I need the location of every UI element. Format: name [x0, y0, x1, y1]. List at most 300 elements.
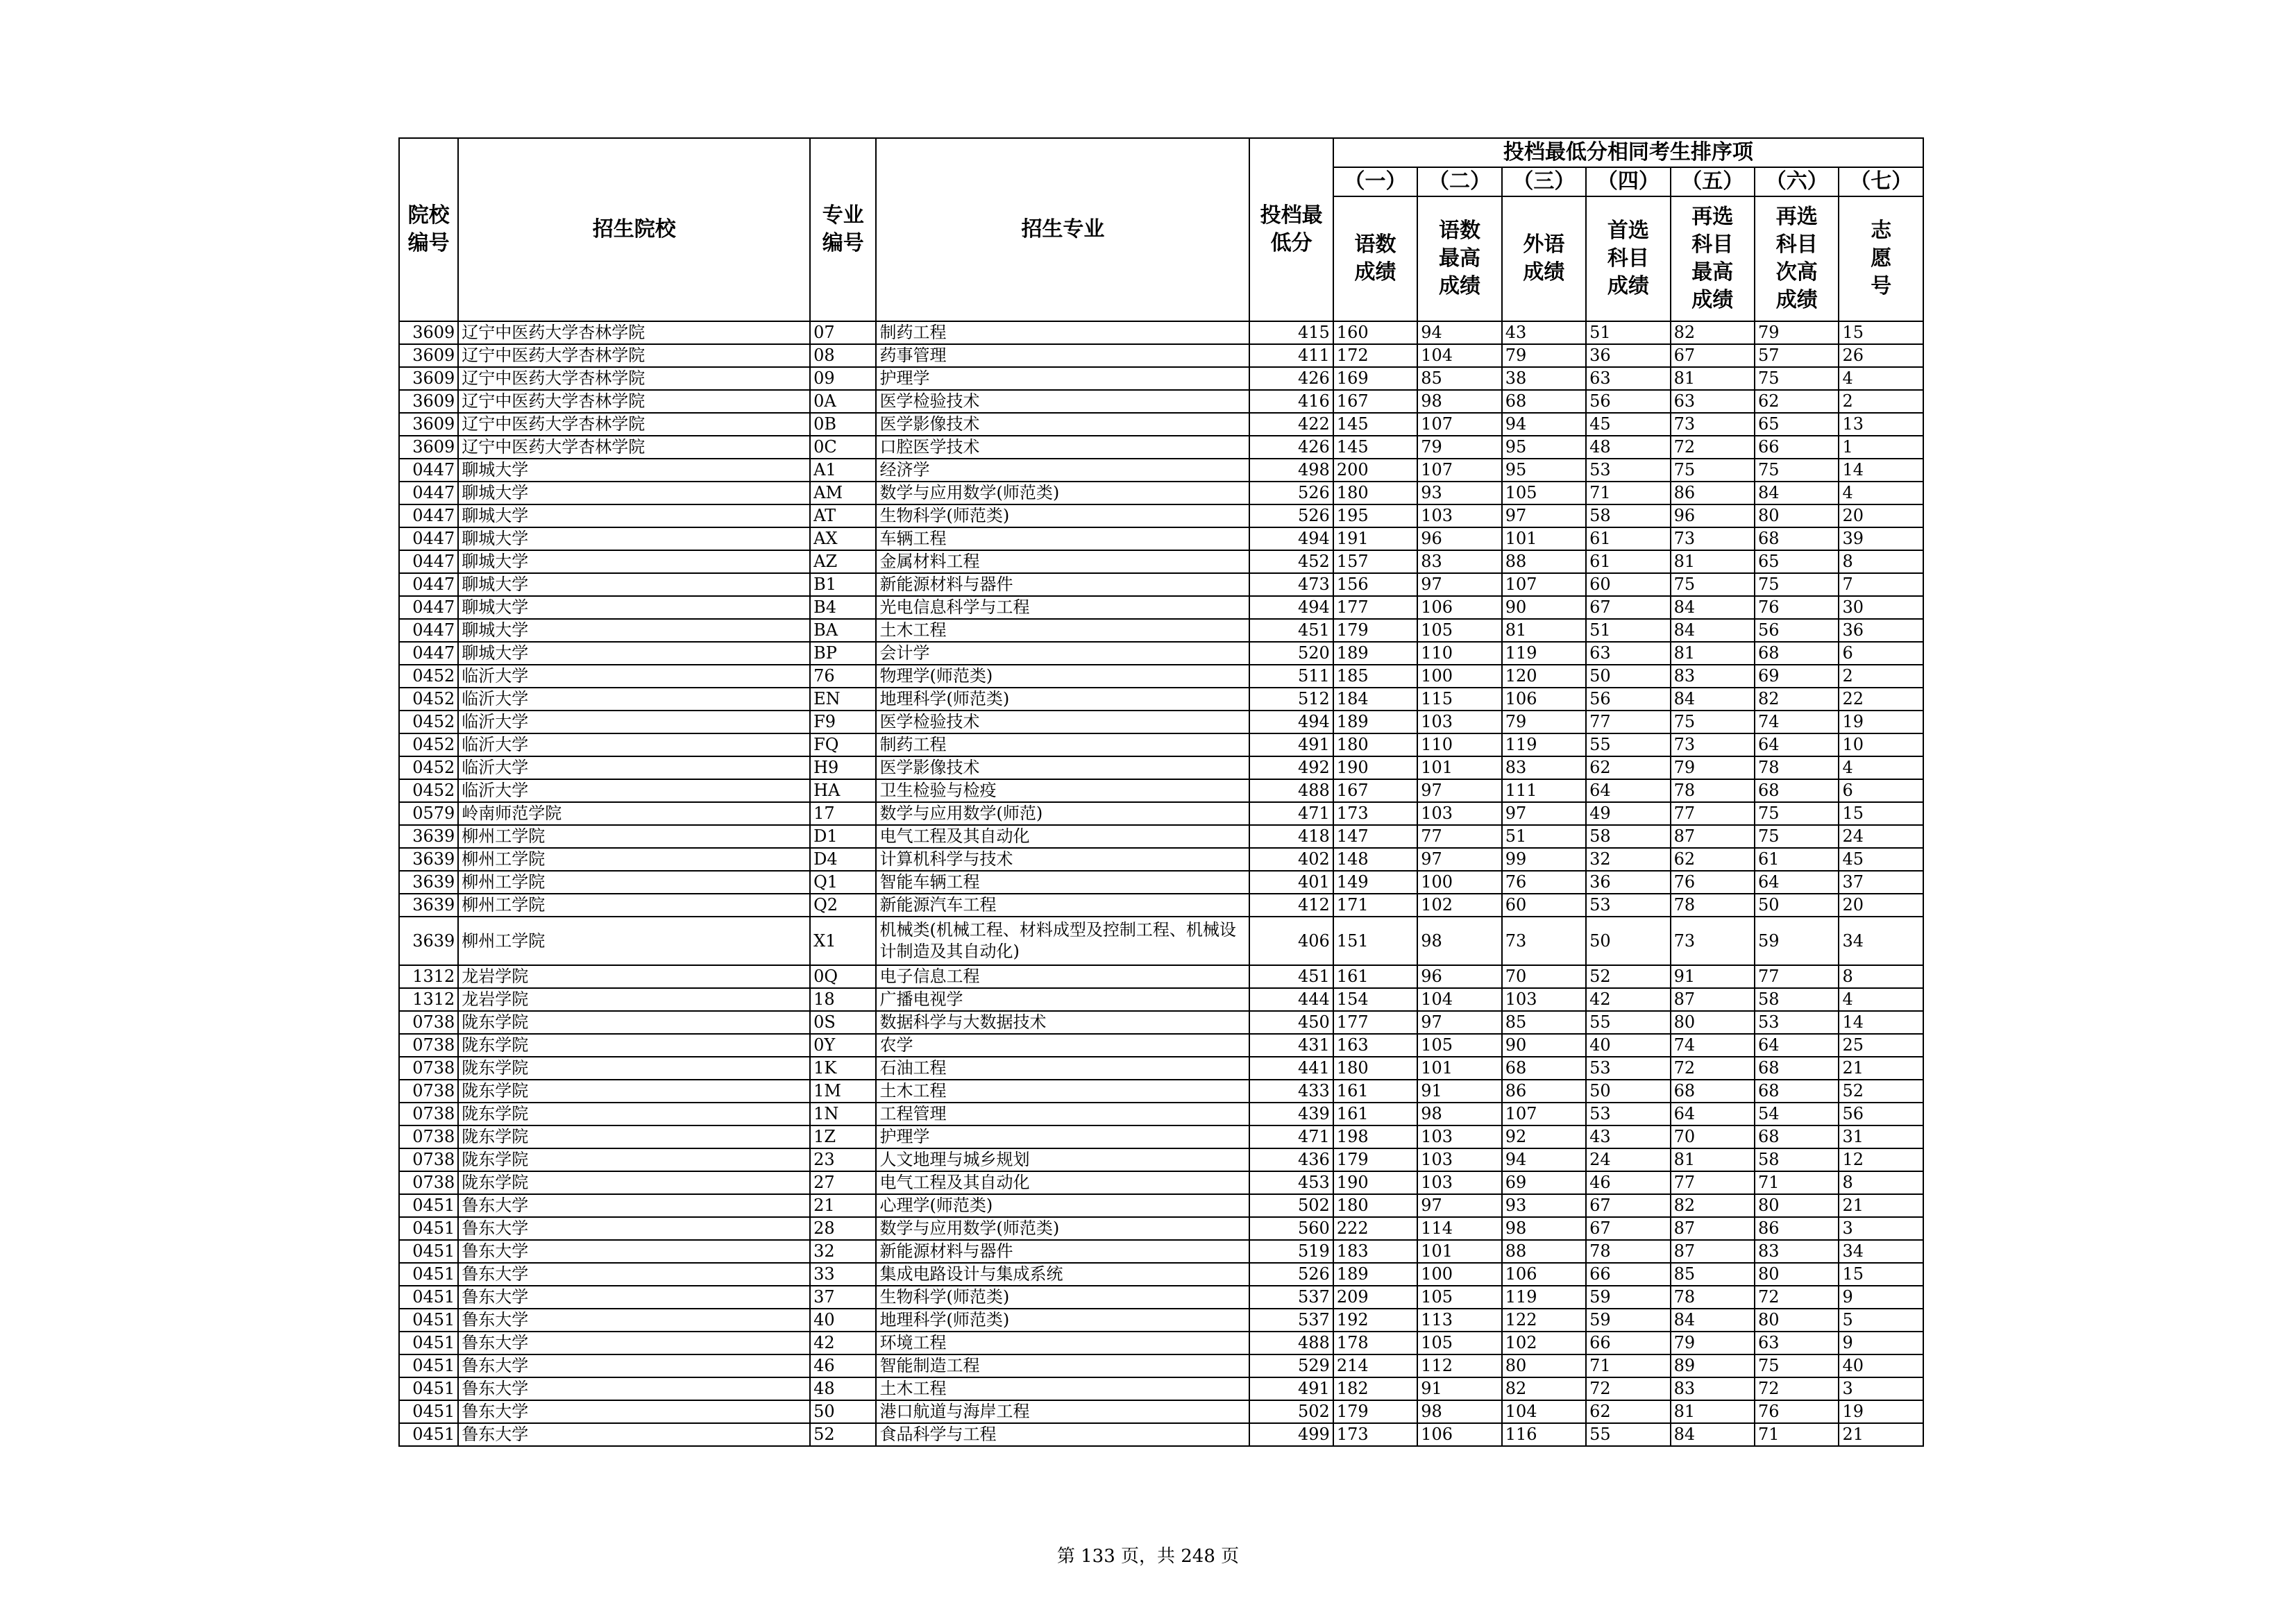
cell-foreign-lang: 111	[1502, 779, 1586, 802]
cell-school-name: 鲁东大学	[458, 1332, 810, 1354]
cell-school-code: 0451	[399, 1400, 458, 1423]
cell-choice-no: 14	[1839, 459, 1923, 482]
cell-yushu-score: 192	[1333, 1309, 1417, 1332]
cell-major-code: F9	[810, 711, 876, 733]
cell-second-max: 67	[1671, 344, 1755, 367]
table-row	[399, 965, 1923, 988]
cell-min-score: 453	[1249, 1171, 1333, 1194]
cell-yushu-score: 189	[1333, 642, 1417, 665]
cell-second-max: 68	[1671, 1080, 1755, 1103]
cell-min-score: 431	[1249, 1034, 1333, 1057]
cell-first-subject: 36	[1586, 344, 1670, 367]
table-row	[399, 642, 1923, 665]
cell-second-max: 81	[1671, 642, 1755, 665]
cell-yushu-max: 114	[1417, 1217, 1501, 1240]
cell-foreign-lang: 116	[1502, 1423, 1586, 1446]
cell-school-code: 1312	[399, 988, 458, 1011]
cell-foreign-lang: 107	[1502, 1103, 1586, 1125]
cell-major-name: 数学与应用数学(师范类)	[876, 482, 1249, 504]
cell-foreign-lang: 85	[1502, 1011, 1586, 1034]
cell-major-name: 数据科学与大数据技术	[876, 1011, 1249, 1034]
cell-second-max: 79	[1671, 1332, 1755, 1354]
cell-first-subject: 53	[1586, 1103, 1670, 1125]
table-row	[399, 688, 1923, 711]
cell-school-code: 0447	[399, 527, 458, 550]
cell-major-name: 电气工程及其自动化	[876, 1171, 1249, 1194]
header-sub-6: 再选科目次高成绩	[1755, 196, 1839, 321]
cell-school-code: 0447	[399, 596, 458, 619]
cell-school-code: 0738	[399, 1125, 458, 1148]
cell-second-next: 64	[1755, 871, 1839, 894]
cell-second-next: 68	[1755, 1080, 1839, 1103]
cell-major-name: 生物科学(师范类)	[876, 504, 1249, 527]
cell-first-subject: 77	[1586, 711, 1670, 733]
cell-yushu-score: 173	[1333, 802, 1417, 825]
cell-major-name: 机械类(机械工程、材料成型及控制工程、机械设计制造及其自动化)	[876, 917, 1249, 965]
cell-school-name: 聊城大学	[458, 482, 810, 504]
cell-second-next: 75	[1755, 459, 1839, 482]
header-order-4: （四）	[1586, 167, 1670, 196]
admission-score-table	[398, 137, 1924, 1447]
cell-second-max: 62	[1671, 848, 1755, 871]
cell-school-name: 临沂大学	[458, 779, 810, 802]
cell-second-next: 68	[1755, 642, 1839, 665]
cell-major-code: HA	[810, 779, 876, 802]
cell-school-name: 聊城大学	[458, 504, 810, 527]
cell-major-code: X1	[810, 917, 876, 965]
cell-choice-no: 2	[1839, 665, 1923, 688]
cell-foreign-lang: 88	[1502, 1240, 1586, 1263]
cell-second-max: 96	[1671, 504, 1755, 527]
cell-school-name: 柳州工学院	[458, 917, 810, 965]
cell-major-name: 药事管理	[876, 344, 1249, 367]
cell-min-score: 433	[1249, 1080, 1333, 1103]
cell-school-name: 临沂大学	[458, 711, 810, 733]
cell-school-code: 1312	[399, 965, 458, 988]
cell-school-code: 0738	[399, 1057, 458, 1080]
cell-school-name: 鲁东大学	[458, 1240, 810, 1263]
cell-school-code: 3609	[399, 321, 458, 344]
cell-foreign-lang: 86	[1502, 1080, 1586, 1103]
cell-yushu-max: 101	[1417, 756, 1501, 779]
header-sub-4: 首选科目成绩	[1586, 196, 1670, 321]
cell-yushu-max: 93	[1417, 482, 1501, 504]
cell-major-code: 0C	[810, 436, 876, 459]
cell-major-code: D4	[810, 848, 876, 871]
cell-choice-no: 26	[1839, 344, 1923, 367]
cell-foreign-lang: 82	[1502, 1377, 1586, 1400]
cell-foreign-lang: 51	[1502, 825, 1586, 848]
cell-yushu-max: 85	[1417, 367, 1501, 390]
cell-major-name: 农学	[876, 1034, 1249, 1057]
cell-yushu-max: 103	[1417, 504, 1501, 527]
cell-first-subject: 62	[1586, 1400, 1670, 1423]
cell-major-code: FQ	[810, 733, 876, 756]
cell-min-score: 402	[1249, 848, 1333, 871]
cell-second-max: 87	[1671, 1217, 1755, 1240]
cell-first-subject: 71	[1586, 1354, 1670, 1377]
cell-second-max: 81	[1671, 367, 1755, 390]
cell-major-code: 32	[810, 1240, 876, 1263]
header-school-name: 招生院校	[458, 138, 810, 321]
cell-yushu-score: 180	[1333, 482, 1417, 504]
cell-major-code: 07	[810, 321, 876, 344]
cell-min-score: 415	[1249, 321, 1333, 344]
cell-school-code: 0452	[399, 756, 458, 779]
cell-second-max: 82	[1671, 321, 1755, 344]
cell-major-name: 经济学	[876, 459, 1249, 482]
cell-second-next: 80	[1755, 1263, 1839, 1286]
cell-yushu-score: 167	[1333, 390, 1417, 413]
cell-yushu-max: 105	[1417, 1332, 1501, 1354]
cell-yushu-score: 173	[1333, 1423, 1417, 1446]
table-row	[399, 619, 1923, 642]
cell-foreign-lang: 76	[1502, 871, 1586, 894]
table-row	[399, 367, 1923, 390]
cell-major-name: 金属材料工程	[876, 550, 1249, 573]
cell-foreign-lang: 92	[1502, 1125, 1586, 1148]
cell-min-score: 491	[1249, 733, 1333, 756]
cell-school-name: 辽宁中医药大学杏林学院	[458, 367, 810, 390]
cell-major-name: 医学影像技术	[876, 756, 1249, 779]
cell-major-name: 医学影像技术	[876, 413, 1249, 436]
cell-major-name: 医学检验技术	[876, 711, 1249, 733]
cell-foreign-lang: 38	[1502, 367, 1586, 390]
cell-school-name: 陇东学院	[458, 1148, 810, 1171]
cell-second-next: 71	[1755, 1171, 1839, 1194]
cell-major-name: 新能源材料与器件	[876, 1240, 1249, 1263]
cell-choice-no: 40	[1839, 1354, 1923, 1377]
cell-second-max: 83	[1671, 1377, 1755, 1400]
cell-yushu-max: 98	[1417, 1103, 1501, 1125]
header-sub-2: 语数最高成绩	[1417, 196, 1501, 321]
table-row	[399, 1309, 1923, 1332]
cell-foreign-lang: 83	[1502, 756, 1586, 779]
table-row	[399, 711, 1923, 733]
cell-second-max: 75	[1671, 573, 1755, 596]
table-row	[399, 1217, 1923, 1240]
cell-yushu-score: 185	[1333, 665, 1417, 688]
cell-second-next: 79	[1755, 321, 1839, 344]
cell-choice-no: 1	[1839, 436, 1923, 459]
cell-min-score: 526	[1249, 504, 1333, 527]
cell-yushu-score: 183	[1333, 1240, 1417, 1263]
cell-second-max: 84	[1671, 688, 1755, 711]
cell-school-name: 陇东学院	[458, 1034, 810, 1057]
cell-min-score: 498	[1249, 459, 1333, 482]
cell-major-name: 护理学	[876, 367, 1249, 390]
cell-major-name: 电子信息工程	[876, 965, 1249, 988]
cell-major-code: 08	[810, 344, 876, 367]
cell-first-subject: 43	[1586, 1125, 1670, 1148]
table-row	[399, 1332, 1923, 1354]
cell-second-max: 73	[1671, 413, 1755, 436]
cell-choice-no: 2	[1839, 390, 1923, 413]
cell-second-next: 58	[1755, 988, 1839, 1011]
cell-min-score: 436	[1249, 1148, 1333, 1171]
table-row	[399, 1286, 1923, 1309]
cell-foreign-lang: 94	[1502, 413, 1586, 436]
cell-school-name: 陇东学院	[458, 1103, 810, 1125]
cell-choice-no: 21	[1839, 1057, 1923, 1080]
cell-min-score: 519	[1249, 1240, 1333, 1263]
cell-school-code: 0447	[399, 619, 458, 642]
table-row	[399, 871, 1923, 894]
cell-second-max: 85	[1671, 1263, 1755, 1286]
cell-second-max: 76	[1671, 871, 1755, 894]
cell-major-name: 石油工程	[876, 1057, 1249, 1080]
cell-choice-no: 6	[1839, 642, 1923, 665]
cell-second-max: 79	[1671, 756, 1755, 779]
cell-school-name: 聊城大学	[458, 642, 810, 665]
cell-choice-no: 52	[1839, 1080, 1923, 1103]
table-row	[399, 1423, 1923, 1446]
table-row	[399, 1034, 1923, 1057]
cell-yushu-score: 198	[1333, 1125, 1417, 1148]
cell-choice-no: 15	[1839, 1263, 1923, 1286]
cell-yushu-score: 195	[1333, 504, 1417, 527]
cell-second-next: 69	[1755, 665, 1839, 688]
cell-school-code: 3639	[399, 871, 458, 894]
cell-second-max: 78	[1671, 894, 1755, 917]
cell-school-code: 0738	[399, 1080, 458, 1103]
table-row	[399, 390, 1923, 413]
table-row	[399, 459, 1923, 482]
cell-major-name: 地理科学(师范类)	[876, 688, 1249, 711]
cell-yushu-score: 161	[1333, 1080, 1417, 1103]
cell-first-subject: 53	[1586, 1057, 1670, 1080]
cell-first-subject: 32	[1586, 848, 1670, 871]
cell-choice-no: 9	[1839, 1286, 1923, 1309]
cell-yushu-score: 177	[1333, 1011, 1417, 1034]
cell-second-max: 81	[1671, 1148, 1755, 1171]
table-row	[399, 482, 1923, 504]
cell-yushu-score: 145	[1333, 413, 1417, 436]
cell-major-code: 27	[810, 1171, 876, 1194]
cell-first-subject: 59	[1586, 1309, 1670, 1332]
cell-second-next: 74	[1755, 711, 1839, 733]
table-row	[399, 1263, 1923, 1286]
cell-school-code: 3609	[399, 367, 458, 390]
cell-yushu-score: 179	[1333, 1148, 1417, 1171]
cell-second-next: 80	[1755, 1194, 1839, 1217]
cell-foreign-lang: 73	[1502, 917, 1586, 965]
cell-major-code: 37	[810, 1286, 876, 1309]
cell-school-name: 龙岩学院	[458, 965, 810, 988]
cell-major-code: AZ	[810, 550, 876, 573]
cell-min-score: 422	[1249, 413, 1333, 436]
cell-school-name: 柳州工学院	[458, 871, 810, 894]
cell-min-score: 412	[1249, 894, 1333, 917]
cell-yushu-max: 96	[1417, 965, 1501, 988]
cell-foreign-lang: 88	[1502, 550, 1586, 573]
cell-second-next: 75	[1755, 367, 1839, 390]
cell-yushu-score: 145	[1333, 436, 1417, 459]
cell-major-code: 0B	[810, 413, 876, 436]
cell-school-name: 陇东学院	[458, 1011, 810, 1034]
cell-school-name: 辽宁中医药大学杏林学院	[458, 321, 810, 344]
table-row	[399, 1400, 1923, 1423]
cell-foreign-lang: 43	[1502, 321, 1586, 344]
cell-foreign-lang: 90	[1502, 1034, 1586, 1057]
cell-school-code: 0451	[399, 1309, 458, 1332]
cell-choice-no: 34	[1839, 917, 1923, 965]
cell-major-code: 50	[810, 1400, 876, 1423]
cell-major-code: 21	[810, 1194, 876, 1217]
cell-school-code: 0451	[399, 1217, 458, 1240]
cell-foreign-lang: 97	[1502, 504, 1586, 527]
cell-school-code: 0451	[399, 1423, 458, 1446]
header-order-3: （三）	[1502, 167, 1586, 196]
cell-major-name: 地理科学(师范类)	[876, 1309, 1249, 1332]
cell-choice-no: 4	[1839, 367, 1923, 390]
cell-foreign-lang: 98	[1502, 1217, 1586, 1240]
cell-choice-no: 34	[1839, 1240, 1923, 1263]
cell-yushu-max: 98	[1417, 1400, 1501, 1423]
cell-second-max: 73	[1671, 527, 1755, 550]
cell-major-name: 物理学(师范类)	[876, 665, 1249, 688]
cell-yushu-score: 148	[1333, 848, 1417, 871]
cell-second-next: 65	[1755, 413, 1839, 436]
cell-choice-no: 3	[1839, 1377, 1923, 1400]
cell-yushu-max: 115	[1417, 688, 1501, 711]
cell-major-name: 电气工程及其自动化	[876, 825, 1249, 848]
cell-yushu-score: 184	[1333, 688, 1417, 711]
cell-choice-no: 30	[1839, 596, 1923, 619]
cell-yushu-max: 110	[1417, 733, 1501, 756]
cell-school-name: 陇东学院	[458, 1057, 810, 1080]
cell-first-subject: 56	[1586, 390, 1670, 413]
cell-school-name: 鲁东大学	[458, 1354, 810, 1377]
cell-major-code: 18	[810, 988, 876, 1011]
cell-min-score: 451	[1249, 619, 1333, 642]
cell-yushu-max: 97	[1417, 779, 1501, 802]
cell-first-subject: 52	[1586, 965, 1670, 988]
cell-foreign-lang: 119	[1502, 642, 1586, 665]
cell-second-max: 84	[1671, 596, 1755, 619]
cell-first-subject: 55	[1586, 1423, 1670, 1446]
cell-first-subject: 61	[1586, 550, 1670, 573]
header-order-5: （五）	[1671, 167, 1755, 196]
cell-major-name: 数学与应用数学(师范类)	[876, 1217, 1249, 1240]
cell-yushu-score: 163	[1333, 1034, 1417, 1057]
cell-min-score: 416	[1249, 390, 1333, 413]
cell-school-name: 柳州工学院	[458, 825, 810, 848]
cell-school-code: 0447	[399, 459, 458, 482]
header-major-name: 招生专业	[876, 138, 1249, 321]
cell-choice-no: 21	[1839, 1194, 1923, 1217]
cell-foreign-lang: 119	[1502, 733, 1586, 756]
cell-choice-no: 12	[1839, 1148, 1923, 1171]
cell-yushu-score: 157	[1333, 550, 1417, 573]
cell-min-score: 494	[1249, 711, 1333, 733]
cell-foreign-lang: 94	[1502, 1148, 1586, 1171]
table-row	[399, 527, 1923, 550]
cell-school-code: 0451	[399, 1354, 458, 1377]
cell-second-max: 82	[1671, 1194, 1755, 1217]
table-row	[399, 1011, 1923, 1034]
cell-second-max: 91	[1671, 965, 1755, 988]
cell-choice-no: 4	[1839, 988, 1923, 1011]
cell-major-name: 集成电路设计与集成系统	[876, 1263, 1249, 1286]
cell-yushu-max: 105	[1417, 619, 1501, 642]
cell-school-code: 3609	[399, 390, 458, 413]
cell-major-name: 环境工程	[876, 1332, 1249, 1354]
cell-foreign-lang: 60	[1502, 894, 1586, 917]
cell-yushu-max: 106	[1417, 596, 1501, 619]
cell-choice-no: 15	[1839, 802, 1923, 825]
cell-yushu-max: 112	[1417, 1354, 1501, 1377]
cell-yushu-max: 100	[1417, 665, 1501, 688]
header-sub-5: 再选科目最高成绩	[1671, 196, 1755, 321]
cell-choice-no: 8	[1839, 965, 1923, 988]
header-order-2: （二）	[1417, 167, 1501, 196]
cell-yushu-score: 179	[1333, 1400, 1417, 1423]
table-row	[399, 1125, 1923, 1148]
cell-major-code: 1M	[810, 1080, 876, 1103]
cell-min-score: 492	[1249, 756, 1333, 779]
cell-second-next: 76	[1755, 596, 1839, 619]
table-row	[399, 733, 1923, 756]
cell-school-name: 鲁东大学	[458, 1194, 810, 1217]
cell-first-subject: 72	[1586, 1377, 1670, 1400]
cell-major-code: Q1	[810, 871, 876, 894]
cell-first-subject: 55	[1586, 1011, 1670, 1034]
cell-second-next: 68	[1755, 779, 1839, 802]
cell-major-code: 0S	[810, 1011, 876, 1034]
cell-second-max: 75	[1671, 711, 1755, 733]
table-row	[399, 756, 1923, 779]
cell-major-code: 76	[810, 665, 876, 688]
cell-choice-no: 21	[1839, 1423, 1923, 1446]
table-row	[399, 988, 1923, 1011]
table-row	[399, 917, 1923, 965]
cell-school-name: 聊城大学	[458, 619, 810, 642]
cell-school-code: 0738	[399, 1011, 458, 1034]
cell-second-max: 73	[1671, 733, 1755, 756]
cell-first-subject: 53	[1586, 459, 1670, 482]
cell-major-code: 1N	[810, 1103, 876, 1125]
cell-major-code: 1K	[810, 1057, 876, 1080]
cell-second-next: 56	[1755, 619, 1839, 642]
table-row	[399, 665, 1923, 688]
cell-yushu-max: 106	[1417, 1423, 1501, 1446]
cell-second-next: 58	[1755, 1148, 1839, 1171]
cell-major-name: 会计学	[876, 642, 1249, 665]
cell-second-max: 83	[1671, 665, 1755, 688]
table-row	[399, 802, 1923, 825]
cell-yushu-score: 149	[1333, 871, 1417, 894]
cell-first-subject: 50	[1586, 917, 1670, 965]
cell-school-code: 3609	[399, 344, 458, 367]
cell-school-code: 0447	[399, 482, 458, 504]
cell-min-score: 537	[1249, 1286, 1333, 1309]
cell-choice-no: 24	[1839, 825, 1923, 848]
cell-second-max: 80	[1671, 1011, 1755, 1034]
cell-min-score: 473	[1249, 573, 1333, 596]
cell-major-name: 土木工程	[876, 1377, 1249, 1400]
cell-first-subject: 49	[1586, 802, 1670, 825]
cell-major-name: 人文地理与城乡规划	[876, 1148, 1249, 1171]
cell-second-next: 64	[1755, 1034, 1839, 1057]
table-row	[399, 894, 1923, 917]
table-row	[399, 1354, 1923, 1377]
cell-first-subject: 40	[1586, 1034, 1670, 1057]
cell-foreign-lang: 95	[1502, 436, 1586, 459]
cell-yushu-max: 77	[1417, 825, 1501, 848]
cell-school-name: 鲁东大学	[458, 1377, 810, 1400]
cell-second-max: 73	[1671, 917, 1755, 965]
